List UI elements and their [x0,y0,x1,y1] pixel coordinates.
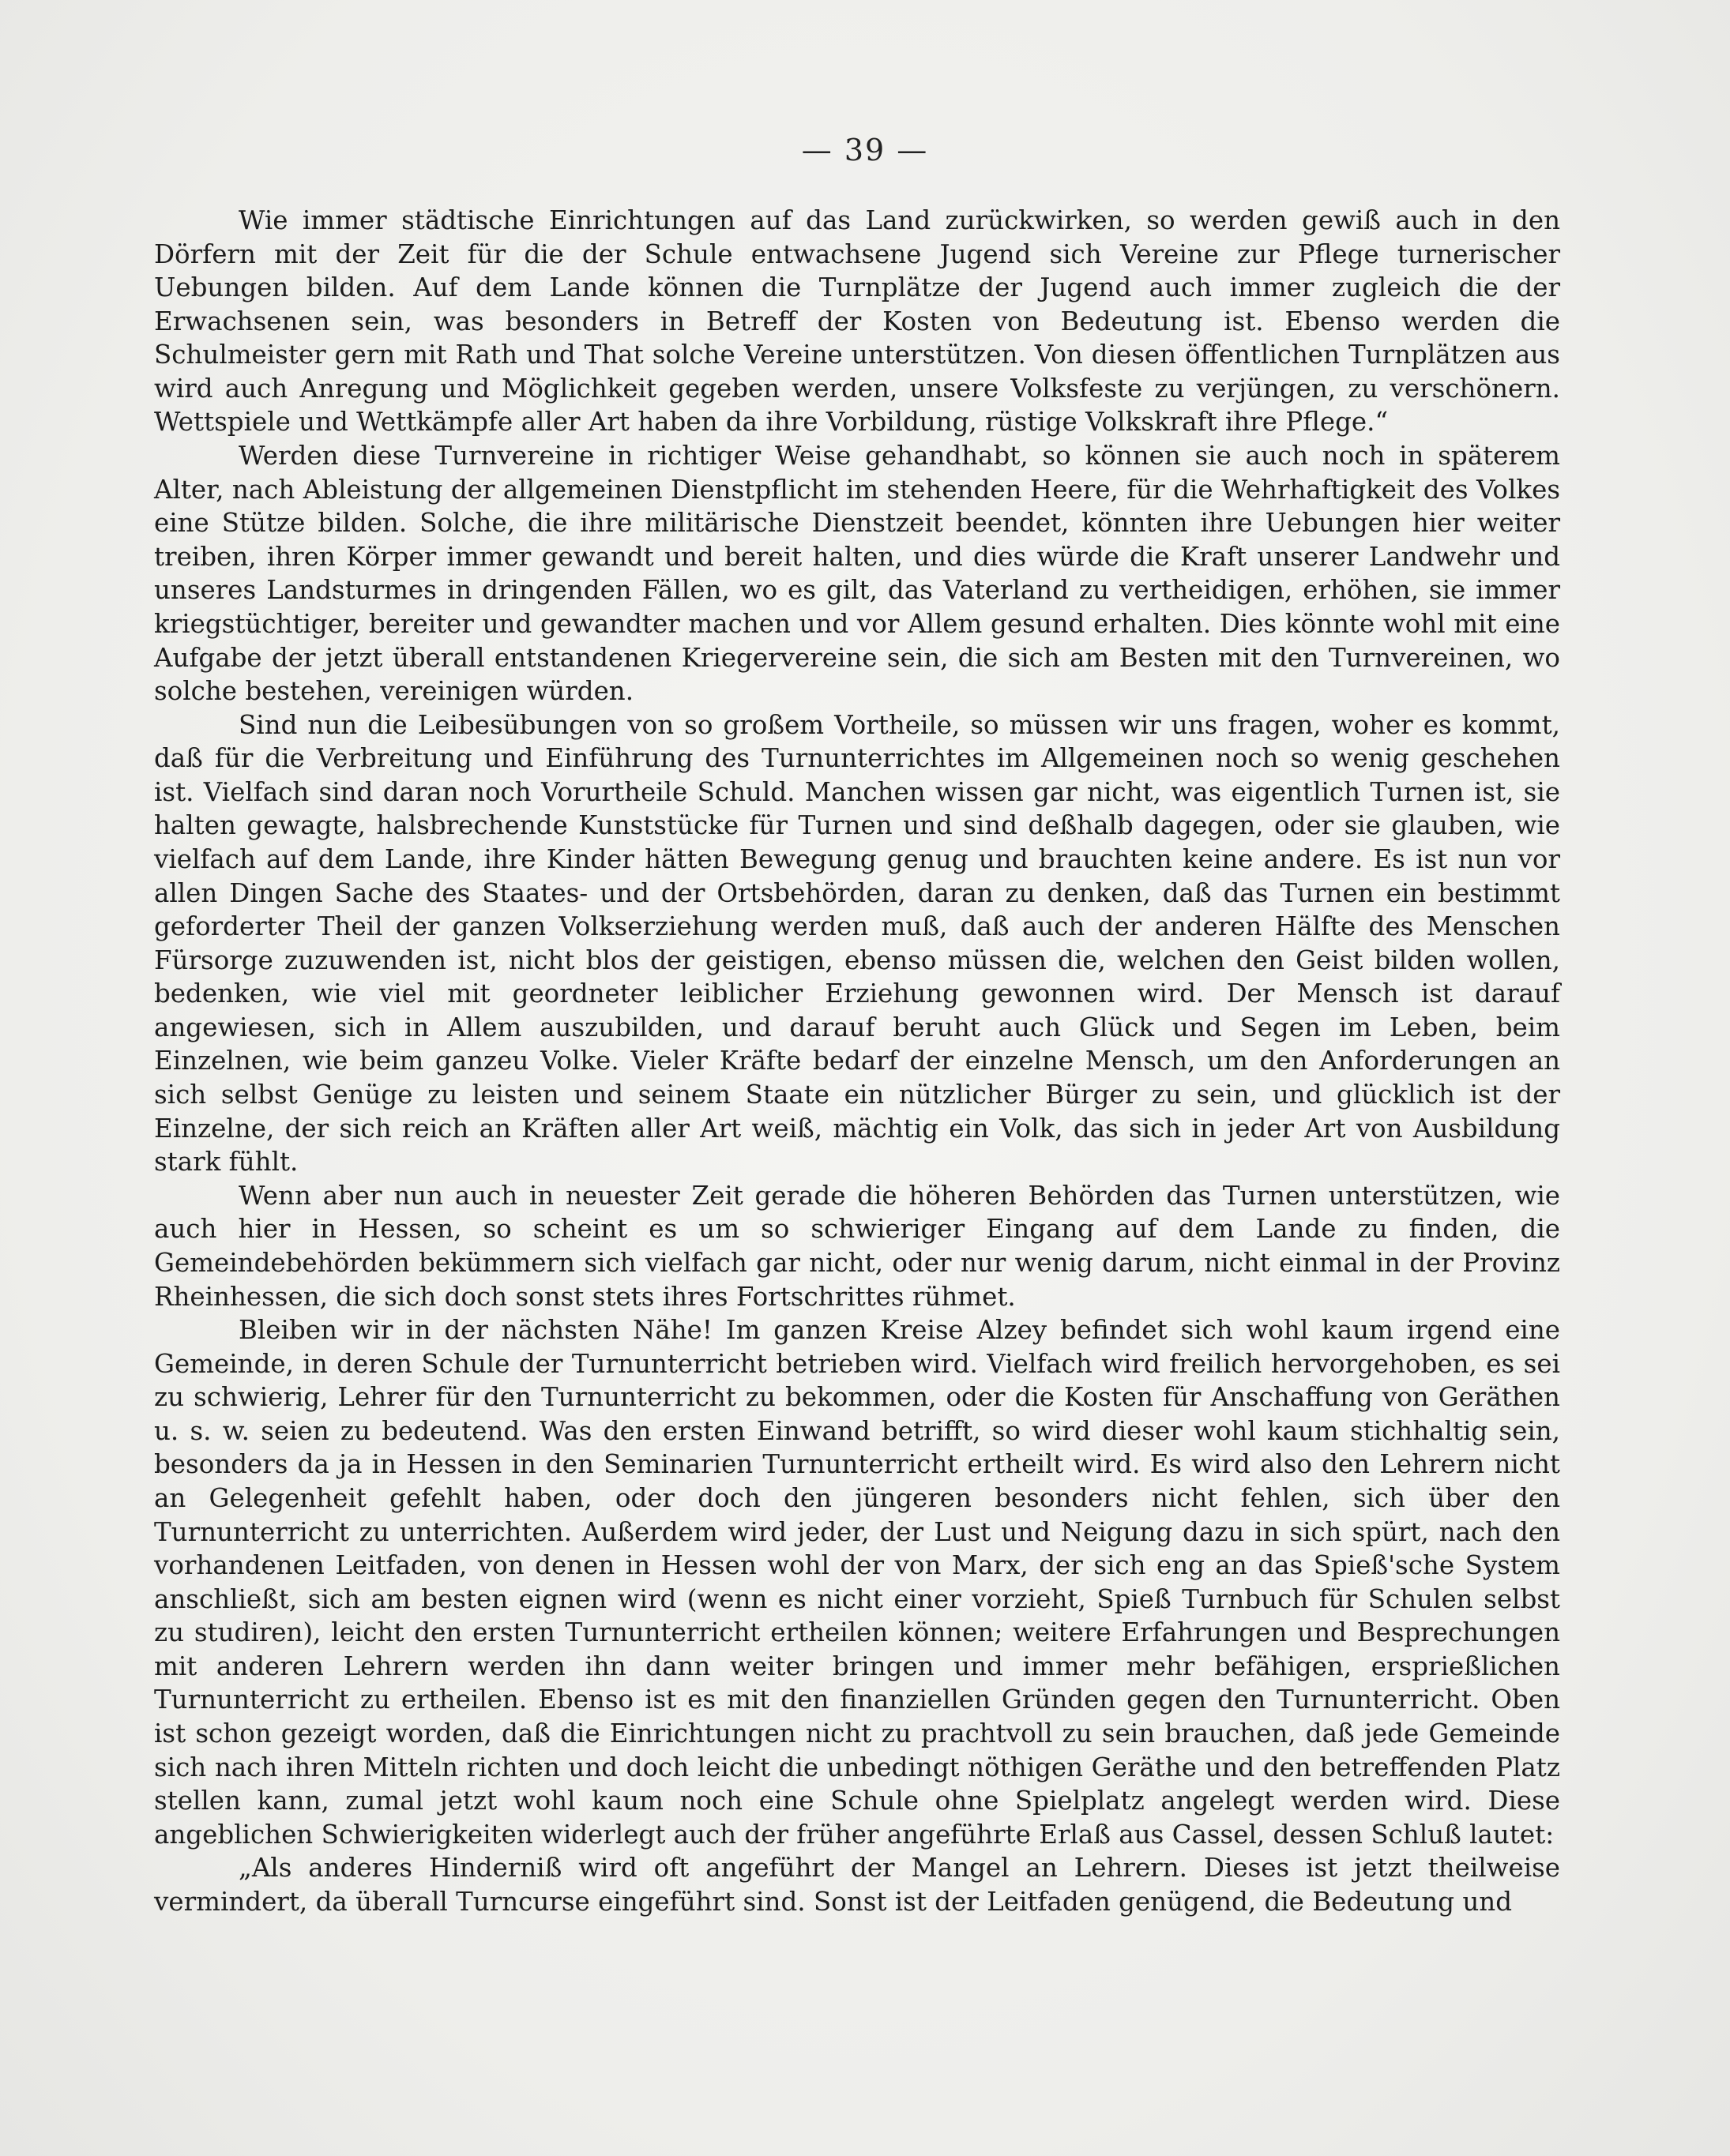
paragraph-4: Wenn aber nun auch in neuester Zeit gerade die höheren Behörden das Turnen unterstützen, wie auch hier in Hessen, so scheint es um so schwieriger Eingang auf dem Lande zu finden, die Gemeindebehörden bekümmern sich vielfach gar nicht, oder nur wenig darum, nicht einmal in der Provinz Rheinhessen, die sich doch sonst stets ihres Fortschrittes rühmet. [154,1180,1560,1312]
body-text [154,204,1560,1918]
page-number: — 39 — [801,133,929,167]
paragraph-3: Sind nun die Leibesübungen von so großem Vortheile, so müssen wir uns fragen, woher es kommt, daß für die Verbreitung und Einführung des Turnunterrichtes im Allgemeinen noch so wenig geschehen ist. Vielfach sind daran noch Vorurtheile Schuld. Manchen wissen gar nicht, was eigentlich Turnen ist, sie halten gewagte, halsbrechende Kunststücke für Turnen und sind deßhalb dagegen, oder sie glauben, wie vielfach auf dem Lande, ihre Kinder hätten Bewegung genug und brauchten keine andere. Es ist nun vor allen Dingen Sache des Staates- und der Ortsbehörden, daran zu denken, daß das Turnen ein bestimmt geforderter Theil der ganzen Volkserziehung werden muß, daß auch der anderen Hälfte des Menschen Fürsorge zuzuwenden ist, nicht blos der geistigen, ebenso müssen die, welchen den Geist bilden wollen, bedenken, wie viel mit geordneter leiblicher Erziehung gewonnen wird. Der Mensch ist darauf angewiesen, sich in Allem auszubilden, und darauf beruht auch Glück und Segen im Leben, beim Einzelnen, wie beim ganzeu Volke. Vieler Kräfte bedarf der einzelne Mensch, um den Anforderungen an sich selbst Genüge zu leisten und seinem Staate ein nützlicher Bürger zu sein, und glücklich ist der Einzelne, der sich reich an Kräften aller Art weiß, mächtig ein Volk, das sich in jeder Art von Ausbildung stark fühlt. [154,709,1560,1178]
paragraph-2: Werden diese Turnvereine in richtiger Weise gehandhabt, so können sie auch noch in späterem Alter, nach Ableistung der allgemeinen Dienstpflicht im stehenden Heere, für die Wehrhaftigkeit des Volkes eine Stütze bilden. Solche, die ihre militärische Dienstzeit beendet, könnten ihre Uebungen hier weiter treiben, ihren Körper immer gewandt und bereit halten, und dies würde die Kraft unserer Landwehr und unseres Landsturmes in dringenden Fällen, wo es gilt, das Vaterland zu vertheidigen, erhöhen, sie immer kriegstüchtiger, bereiter und gewandter machen und vor Allem gesund erhalten. Dies könnte wohl mit eine Aufgabe der jetzt überall entstandenen Kriegervereine sein, die sich am Besten mit den Turnvereinen, wo solche bestehen, vereinigen würden. [154,441,1560,707]
paragraph-5: Bleiben wir in der nächsten Nähe! Im ganzen Kreise Alzey befindet sich wohl kaum irgend eine Gemeinde, in deren Schule der Turnunterricht betrieben wird. Vielfach wird freilich hervorgehoben, es sei zu schwierig, Lehrer für den Turnunterricht zu bekommen, oder die Kosten für Anschaffung von Geräthen u. s. w. seien zu bedeutend. Was den ersten Einwand betrifft, so wird dieser wohl kaum stichhaltig sein, besonders da ja in Hessen in den Seminarien Turnunterricht ertheilt wird. Es wird also den Lehrern nicht an Gelegenheit gefehlt haben, oder doch den jüngeren besonders nicht fehlen, sich über den Turnunterricht zu unterrichten. Außerdem wird jeder, der Lust und Neigung dazu in sich spürt, nach den vorhandenen Leitfaden, von denen in Hessen wohl der von Marx, der sich eng an das Spieß'sche System anschließt, sich am besten eignen wird (wenn es nicht einer vorzieht, Spieß Turnbuch für Schulen selbst zu studiren), leicht den ersten Turnunterricht ertheilen können; weitere Erfahrungen und Besprechungen mit anderen Lehrern werden ihn dann weiter bringen und immer mehr befähigen, ersprießlichen Turnunterricht zu ertheilen. Ebenso ist es mit den finanziellen Gründen gegen den Turnunterricht. Oben ist schon gezeigt worden, daß die Einrichtungen nicht zu prachtvoll zu sein brauchen, daß jede Gemeinde sich nach ihren Mitteln richten und doch leicht die unbedingt nöthigen Geräthe und den betreffenden Platz stellen kann, zumal jetzt wohl kaum noch eine Schule ohne Spielplatz angelegt werden wird. Diese angeblichen Schwierigkeiten widerlegt auch der früher angeführte Erlaß aus Cassel, dessen Schluß lautet: [154,1315,1560,1850]
paragraph-6-quote: „Als anderes Hinderniß wird oft angeführt der Mangel an Lehrern. Dieses ist jetzt theilweise vermindert, da überall Turncurse eingeführt sind. Sonst ist der Leitfaden genügend, die Bedeutung und [154,1853,1560,1917]
paragraph-1: Wie immer städtische Einrichtungen auf das Land zurückwirken, so werden gewiß auch in den Dörfern mit der Zeit für die der Schule entwachsene Jugend sich Vereine zur Pflege turnerischer Uebungen bilden. Auf dem Lande können die Turnplätze der Jugend auch immer zugleich die der Erwachsenen sein, was besonders in Betreff der Kosten von Bedeutung ist. Ebenso werden die Schulmeister gern mit Rath und That solche Vereine unterstützen. Von diesen öffentlichen Turnplätzen aus wird auch Anregung und Möglichkeit gegeben werden, unsere Volksfeste zu verjüngen, zu verschönern. Wettspiele und Wettkämpfe aller Art haben da ihre Vorbildung, rüstige Volkskraft ihre Pflege.“ [154,205,1560,438]
